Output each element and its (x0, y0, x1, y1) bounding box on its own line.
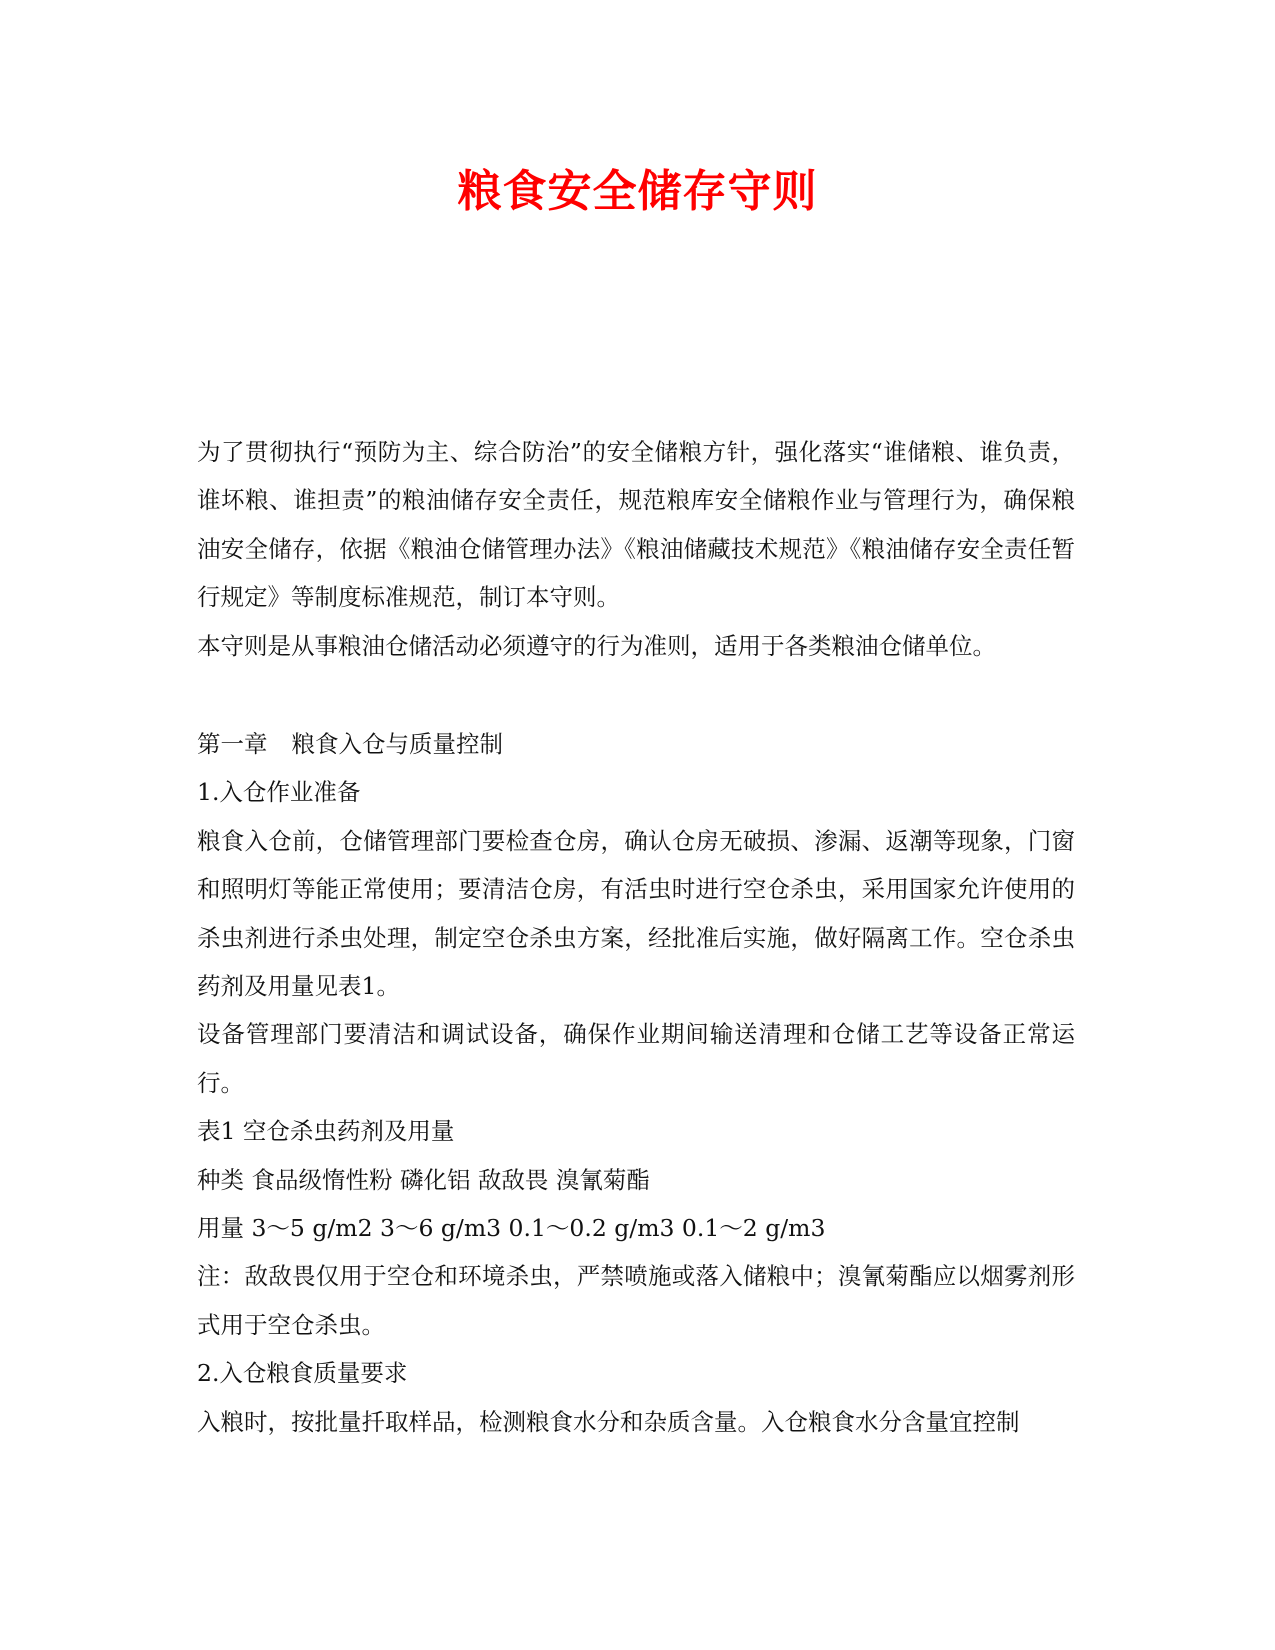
section-2-paragraph: 入粮时，按批量扦取样品，检测粮食水分和杂质含量。入仓粮食水分含量宜控制 (197, 1407, 1020, 1436)
intro-paragraph: 为了贯彻执行“预防为主、综合防治”的安全储粮方针，强化落实“谁储粮、谁负责，谁坏粮、谁担责”的粮油储存安全责任，规范粮库安全储粮作业与管理行为，确保粮油安全储存，依据《粮油仓储管理办法》《粮油储藏技术规范》《粮油储存安全责任暂行规定》等制度标准规范，制订本守则。 (197, 438, 1075, 612)
section-1-equipment-paragraph: 设备管理部门要清洁和调试设备，确保作业期间输送清理和仓储工艺等设备正常运行。 (197, 1020, 1075, 1097)
table-note: 注：敌敌畏仅用于空仓和环境杀虫，严禁喷施或落入储粮中；溴氰菊酯应以烟雾剂形式用于空仓杀虫。 (197, 1262, 1075, 1339)
chapter-heading (197, 720, 1075, 768)
intro-section (197, 428, 1075, 670)
table-row-types: 种类 食品级惰性粉 磷化铝 敌敌畏 溴氰菊酯 (197, 1165, 650, 1194)
document-title: 粮食安全储存守则 (457, 166, 818, 217)
chapter-one-section (197, 720, 1075, 1446)
table-row-dosage: 用量 3～5 g/m2 3～6 g/m3 0.1～0.2 g/m3 0.1～2 g/m3 (197, 1214, 826, 1243)
table-caption: 表1 空仓杀虫药剂及用量 (197, 1117, 455, 1146)
section-heading-1: 1.入仓作业准备 (197, 778, 361, 807)
section-1-paragraph: 粮食入仓前，仓储管理部门要检查仓房，确认仓房无破损、渗漏、返潮等现象，门窗和照明灯等能正常使用；要清洁仓房，有活虫时进行空仓杀虫，采用国家允许使用的杀虫剂进行杀虫处理，制定空仓杀虫方案，经批准后实施，做好隔离工作。空仓杀虫药剂及用量见表1。 (197, 826, 1075, 1001)
chapter-label: 第一章 (197, 730, 268, 758)
section-heading-2: 2.入仓粮食质量要求 (197, 1359, 408, 1388)
chapter-title: 粮食入仓与质量控制 (291, 730, 503, 758)
intro-scope-paragraph: 本守则是从事粮油仓储活动必须遵守的行为准则，适用于各类粮油仓储单位。 (197, 631, 996, 660)
